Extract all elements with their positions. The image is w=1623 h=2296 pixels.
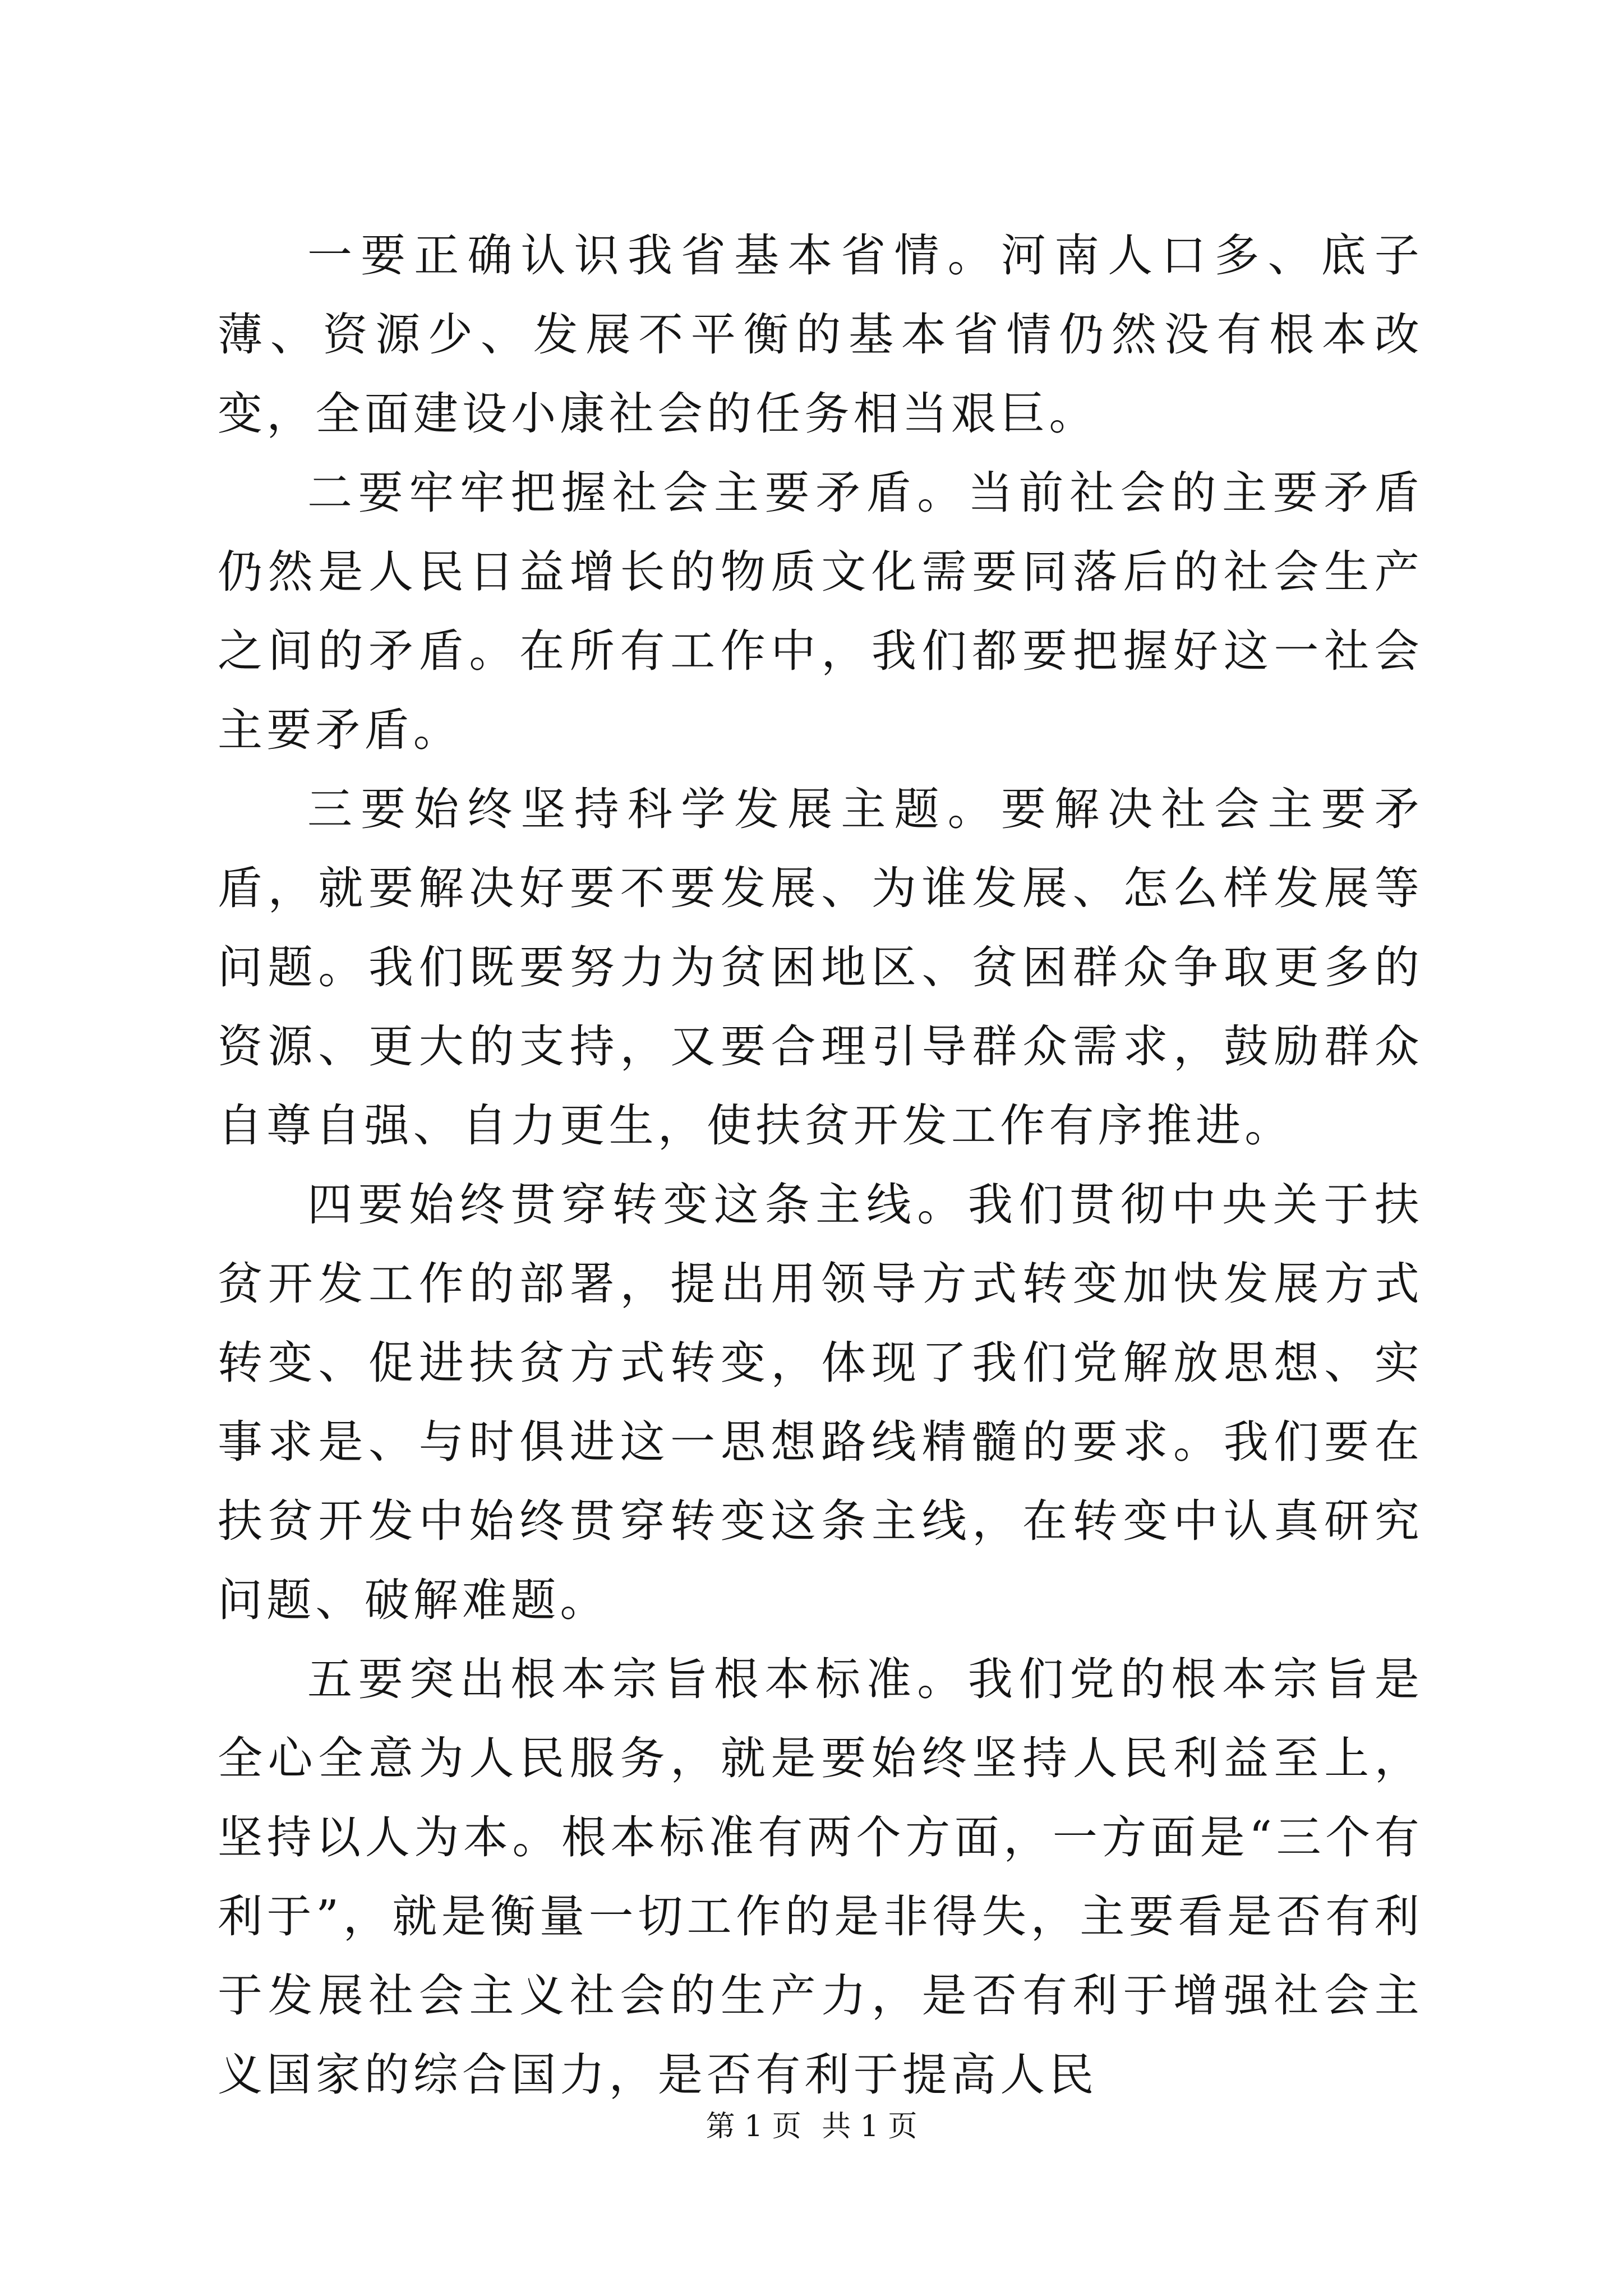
page-footer (0, 2107, 1623, 2146)
paragraph-1: 一要正确认识我省基本省情。河南人口多、底子薄、资源少、发展不平衡的基本省情仍然没有根本改变，全面建设小康社会的任务相当艰巨。 (218, 229, 1423, 440)
paragraph-3: 三要始终坚持科学发展主题。要解决社会主要矛盾，就要解决好要不要发展、为谁发展、怎么样发展等问题。我们既要努力为贫困地区、贫困群众争取更多的资源、更大的支持，又要合理引导群众需求，鼓励群众自尊自强、自力更生，使扶贫开发工作有序推进。 (218, 783, 1423, 1152)
paragraph-4: 四要始终贯穿转变这条主线。我们贯彻中央关于扶贫开发工作的部署，提出用领导方式转变加快发展方式转变、促进扶贫方式转变，体现了我们党解放思想、实事求是、与时俱进这一思想路线精髓的要求。我们要在扶贫开发中始终贯穿转变这条主线，在转变中认真研究问题、破解难题。 (218, 1179, 1423, 1626)
paragraph-2: 二要牢牢把握社会主要矛盾。当前社会的主要矛盾仍然是人民日益增长的物质文化需要同落后的社会生产之间的矛盾。在所有工作中，我们都要把握好这一社会主要矛盾。 (218, 467, 1423, 756)
page-total: 共 1 页 (822, 2110, 917, 2143)
paragraph-5: 五要突出根本宗旨根本标准。我们党的根本宗旨是全心全意为人民服务，就是要始终坚持人民利益至上，坚持以人为本。根本标准有两个方面，一方面是“三个有利于”，就是衡量一切工作的是非得失，主要看是否有利于发展社会主义社会的生产力，是否有利于增强社会主义国家的综合国力，是否有利于提高人民 (218, 1653, 1423, 2101)
page-number: 第 1 页 (706, 2110, 801, 2143)
document-body (218, 216, 1423, 2114)
